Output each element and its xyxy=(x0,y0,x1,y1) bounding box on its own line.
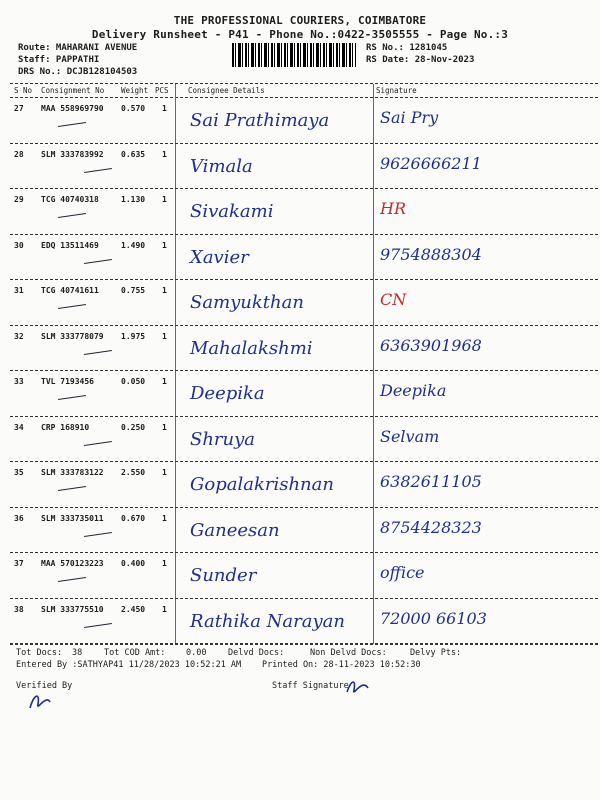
row-consignment-number: SLM 333783992 xyxy=(41,149,104,159)
consignee-handwriting: Gopalakrishnan xyxy=(190,474,334,495)
col-weight: Weight xyxy=(121,86,149,95)
consignee-handwriting: Mahalakshmi xyxy=(190,337,313,359)
consignee-handwriting: Sivakami xyxy=(190,201,274,222)
row-consignment-number: SLM 333735011 xyxy=(41,513,104,523)
signature-handwriting: 9754888304 xyxy=(380,244,482,264)
row-pcs: 1 xyxy=(162,377,167,386)
staff-signature-scribble xyxy=(344,676,372,698)
tick-mark xyxy=(58,213,86,218)
signature-handwriting: CN xyxy=(380,290,407,309)
table-row xyxy=(10,508,598,556)
row-consignment-number: SLM 333778079 xyxy=(41,331,104,341)
row-consignment-number: SLM 333775510 xyxy=(41,604,104,614)
drs-number: DRS No.: DCJB128104503 xyxy=(18,67,138,77)
col-signature: Signature xyxy=(376,86,417,95)
entered-by: Entered By :SATHYAP41 11/28/2023 10:52:21 AM xyxy=(16,660,242,670)
signature-handwriting: 6363901968 xyxy=(380,335,482,355)
signature-handwriting: HR xyxy=(380,199,406,218)
consignee-handwriting: Deepika xyxy=(190,383,265,404)
table-row xyxy=(10,235,598,283)
tick-mark xyxy=(84,168,112,173)
row-sno: 32 xyxy=(14,331,24,341)
row-pcs: 1 xyxy=(162,559,167,568)
row-sno: 27 xyxy=(14,104,24,113)
row-pcs: 1 xyxy=(162,240,167,250)
tick-mark xyxy=(58,304,86,309)
consignee-handwriting: Sunder xyxy=(190,565,257,586)
signature-handwriting: 9626666211 xyxy=(380,153,482,173)
col-consignee: Consignee Details xyxy=(188,86,265,95)
tot-cod-value: 0.00 xyxy=(186,648,207,658)
consignee-handwriting: Xavier xyxy=(190,246,249,268)
row-weight: 0.570 xyxy=(121,104,146,113)
row-sno: 38 xyxy=(14,604,24,614)
staff-signature: Staff Signature xyxy=(272,681,349,691)
rs-date: RS Date: 28-Nov-2023 xyxy=(366,55,475,65)
table-row xyxy=(10,462,598,510)
row-sno: 36 xyxy=(14,513,24,523)
col-consignment: Consignment No xyxy=(41,86,105,95)
verified-signature-scribble xyxy=(26,688,54,714)
signature-handwriting: 8754428323 xyxy=(380,517,482,537)
tick-mark xyxy=(84,532,112,537)
consignee-handwriting: Rathika Narayan xyxy=(190,610,345,632)
row-weight: 1.130 xyxy=(121,195,146,204)
delvd-docs: Delvd Docs: xyxy=(228,648,285,658)
table-row xyxy=(10,599,598,647)
delvy-pts: Delvy Pts: xyxy=(410,648,462,658)
signature-handwriting: 6382611105 xyxy=(380,472,482,491)
signature-handwriting: office xyxy=(380,563,425,582)
row-consignment-number: MAA 558969790 xyxy=(41,104,104,113)
tick-mark xyxy=(58,122,86,127)
signature-handwriting: Sai Pry xyxy=(380,108,439,127)
row-sno: 30 xyxy=(14,240,24,250)
row-pcs: 1 xyxy=(162,604,167,614)
table-row xyxy=(10,189,598,237)
row-weight: 0.670 xyxy=(121,513,146,523)
row-weight: 2.550 xyxy=(121,468,146,477)
table-row xyxy=(10,553,598,601)
route: Route: MAHARANI AVENUE xyxy=(18,43,138,53)
row-consignment-number: TCG 40740318 xyxy=(41,195,99,204)
row-consignment-number: TVL 7193456 xyxy=(41,377,94,386)
row-consignment-number: MAA 570123223 xyxy=(41,559,104,568)
row-pcs: 1 xyxy=(162,104,167,113)
consignee-handwriting: Ganeesan xyxy=(190,519,280,541)
tot-docs-label: Tot Docs: xyxy=(16,648,63,658)
row-weight: 2.450 xyxy=(121,604,146,614)
tick-mark xyxy=(84,623,112,628)
table-row xyxy=(10,326,598,374)
footer-rule xyxy=(10,644,598,645)
tick-mark xyxy=(58,486,86,491)
row-pcs: 1 xyxy=(162,195,167,204)
tick-mark xyxy=(58,395,86,400)
row-sno: 35 xyxy=(14,468,24,477)
consignee-handwriting: Samyukthan xyxy=(190,292,304,313)
tot-cod-label: Tot COD Amt: xyxy=(104,648,166,658)
row-weight: 0.050 xyxy=(121,377,146,386)
table-row xyxy=(10,98,598,146)
table-row xyxy=(10,144,598,192)
row-sno: 31 xyxy=(14,286,24,295)
row-sno: 33 xyxy=(14,377,24,386)
verified-by: Verified By xyxy=(16,681,73,691)
table-row xyxy=(10,417,598,465)
row-sno: 28 xyxy=(14,149,24,159)
row-consignment-number: SLM 333783122 xyxy=(41,468,104,477)
row-weight: 1.490 xyxy=(121,240,146,250)
table-row xyxy=(10,371,598,419)
tick-mark xyxy=(58,577,86,582)
runsheet-subtitle: Delivery Runsheet - P41 - Phone No.:0422-3505555 - Page No.:3 xyxy=(91,28,509,41)
consignee-handwriting: Shruya xyxy=(190,428,256,450)
row-consignment-number: CRP 168910 xyxy=(41,422,90,432)
row-sno: 37 xyxy=(14,559,24,568)
signature-handwriting: 72000 66103 xyxy=(380,608,487,628)
row-weight: 1.975 xyxy=(121,331,146,341)
tick-mark xyxy=(84,350,112,355)
row-sno: 34 xyxy=(14,422,24,432)
tick-mark xyxy=(84,259,112,264)
row-pcs: 1 xyxy=(162,513,167,523)
col-sno: S No xyxy=(14,86,33,95)
barcode xyxy=(232,43,356,67)
row-weight: 0.250 xyxy=(121,422,146,432)
signature-handwriting: Selvam xyxy=(380,426,440,446)
row-sno: 29 xyxy=(14,195,24,204)
row-consignment-number: EDQ 13511469 xyxy=(41,240,99,250)
signature-handwriting: Deepika xyxy=(380,381,447,400)
consignee-handwriting: Vimala xyxy=(190,155,253,177)
row-pcs: 1 xyxy=(162,468,167,477)
row-consignment-number: TCG 40741611 xyxy=(41,286,99,295)
row-weight: 0.635 xyxy=(121,149,146,159)
company-title: THE PROFESSIONAL COURIERS, COIMBATORE xyxy=(173,14,427,27)
row-pcs: 1 xyxy=(162,422,167,432)
staff: Staff: PAPPATHI xyxy=(18,55,100,65)
row-pcs: 1 xyxy=(162,331,167,341)
table-header xyxy=(10,84,598,98)
printed-on: Printed On: 28-11-2023 10:52:30 xyxy=(262,660,421,670)
rs-number: RS No.: 1281045 xyxy=(366,43,448,53)
consignee-handwriting: Sai Prathimaya xyxy=(190,110,330,131)
row-weight: 0.400 xyxy=(121,559,146,568)
col-pcs: PCS xyxy=(155,86,169,95)
table-row xyxy=(10,280,598,328)
row-pcs: 1 xyxy=(162,149,167,159)
tick-mark xyxy=(84,441,112,446)
tot-docs-value: 38 xyxy=(72,648,83,658)
row-pcs: 1 xyxy=(162,286,167,295)
non-delvd-docs: Non Delvd Docs: xyxy=(310,648,387,658)
row-weight: 0.755 xyxy=(121,286,146,295)
